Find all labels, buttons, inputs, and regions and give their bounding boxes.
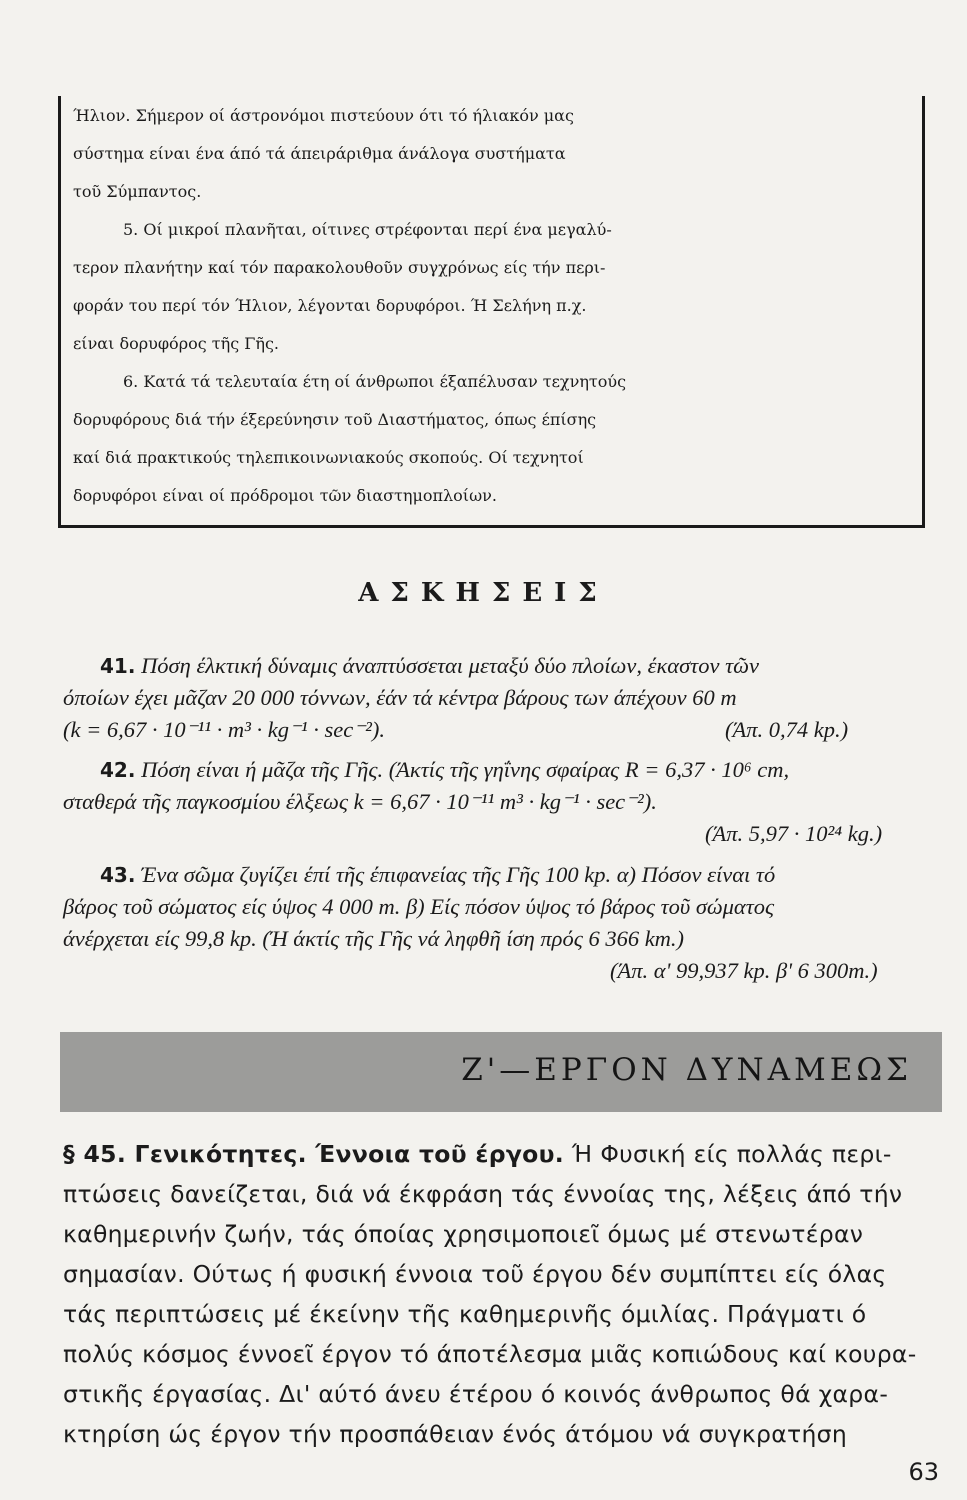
summary-box: [58, 96, 925, 528]
summary-line: δορυφόροι είναι οί πρόδρομοι τῶν διαστημοπλοίων.: [73, 486, 497, 505]
summary-line: φοράν του περί τόν Ήλιον, λέγονται δορυφόροι. Ή Σελήνη π.χ.: [73, 296, 587, 315]
exercise-41-line: [100, 653, 759, 679]
summary-line: τερον πλανήτην καί τόν παρακολουθοῦν συγχρόνως είς τήν περι-: [73, 258, 606, 277]
section-line: τάς περιπτώσεις μέ έκείνην τῆς καθημερινῆς όμιλίας. Πράγματι ό: [63, 1300, 867, 1328]
chapter-title: Ζ'—ΕΡΓΟΝ ΔΥΝΑΜΕΩΣ: [461, 1052, 912, 1088]
exercise-number: 42.: [100, 758, 136, 782]
exercise-number: 43.: [100, 863, 136, 887]
section-first-line: [63, 1140, 941, 1168]
exercise-42-line: σταθερά τῆς παγκοσμίου έλξεως k = 6,67 · 10⁻¹¹ m³ · kg⁻¹ · sec⁻²).: [63, 789, 657, 814]
section-line: πτώσεις δανείζεται, διά νά έκφράση τάς έννοίας της, λέξεις άπό τήν: [63, 1180, 903, 1208]
section-line: στικῆς έργασίας. Δι' αύτό άνευ έτέρου ό κοινός άνθρωπος θά χαρα-: [63, 1380, 889, 1408]
exercise-42-answer: (Άπ. 5,97 · 10²⁴ kg.): [705, 821, 883, 846]
summary-line: 6. Κατά τά τελευταία έτη οί άνθρωποι έξαπέλυσαν τεχνητούς: [123, 372, 627, 391]
section-text: Ή Φυσική είς πολλάς περι-: [571, 1140, 892, 1168]
chapter-banner: [60, 1032, 942, 1112]
exercise-number: 41.: [100, 654, 136, 678]
summary-line: δορυφόρους διά τήν έξερεύνησιν τοῦ Διαστήματος, όπως έπίσης: [73, 410, 597, 429]
exercises-heading: ΑΣΚΗΣΕΙΣ: [358, 578, 609, 608]
exercise-41-answer: (Άπ. 0,74 kp.): [725, 717, 849, 742]
exercise-text: Πόση είναι ή μᾶζα τῆς Γῆς. (Άκτίς τῆς γηΐνης σφαίρας R = 6,37 · 10⁶ cm,: [141, 757, 790, 782]
exercise-41-line: (k = 6,67 · 10⁻¹¹ · m³ · kg⁻¹ · sec⁻²).: [63, 717, 385, 742]
section-line: πολύς κόσμος έννοεῖ έργον τό άποτέλεσμα μιᾶς κοπιώδους καί κουρα-: [63, 1340, 917, 1368]
summary-line: σύστημα είναι ένα άπό τά άπειράριθμα άνάλογα συστήματα: [73, 144, 566, 163]
exercise-43-line: άνέρχεται είς 99,8 kp. (Ή άκτίς τῆς Γῆς νά ληφθῆ ίση πρός 6 366 km.): [63, 926, 685, 951]
section-heading: § 45. Γενικότητες. Έννοια τοῦ έργου.: [63, 1140, 565, 1168]
summary-line: Ήλιον. Σήμερον οί άστρονόμοι πιστεύουν ότι τό ήλιακόν μας: [73, 106, 574, 125]
exercise-41-line: όποίων έχει μᾶζαν 20 000 τόννων, έάν τά κέντρα βάρους των άπέχουν 60 m: [63, 685, 737, 710]
section-line: σημασίαν. Ούτως ή φυσική έννοια τοῦ έργου δέν συμπίπτει είς όλας: [63, 1260, 887, 1288]
summary-line: είναι δορυφόρος τῆς Γῆς.: [73, 334, 279, 353]
summary-line: καί διά πρακτικούς τηλεπικοινωνιακούς σκοπούς. Οί τεχνητοί: [73, 448, 584, 467]
section-line: καθημερινήν ζωήν, τάς όποίας χρησιμοποιεῖ όμως μέ στενωτέραν: [63, 1220, 864, 1248]
summary-line: τοῦ Σύμπαντος.: [73, 182, 202, 201]
section-line: κτηρίση ώς έργον τήν προσπάθειαν ένός άτόμου νά συγκρατήση: [63, 1420, 848, 1448]
exercise-42-line: [100, 757, 789, 783]
exercise-43-answer: (Άπ. α' 99,937 kp. β' 6 300m.): [610, 958, 878, 983]
exercise-43-line: βάρος τοῦ σώματος είς ύψος 4 000 m. β) Είς πόσον ύψος τό βάρος τοῦ σώματος: [63, 894, 775, 919]
exercise-text: Ένα σῶμα ζυγίζει έπί τῆς έπιφανείας τῆς Γῆς 100 kp. α) Πόσον είναι τό: [141, 862, 776, 887]
exercise-43-line: [100, 862, 775, 888]
exercise-text: Πόση έλκτική δύναμις άναπτύσσεται μεταξύ δύο πλοίων, έκαστον τῶν: [141, 653, 760, 678]
summary-line: 5. Οί μικροί πλανῆται, οίτινες στρέφονται περί ένα μεγαλύ-: [123, 220, 612, 239]
page-number: 63: [908, 1458, 939, 1486]
